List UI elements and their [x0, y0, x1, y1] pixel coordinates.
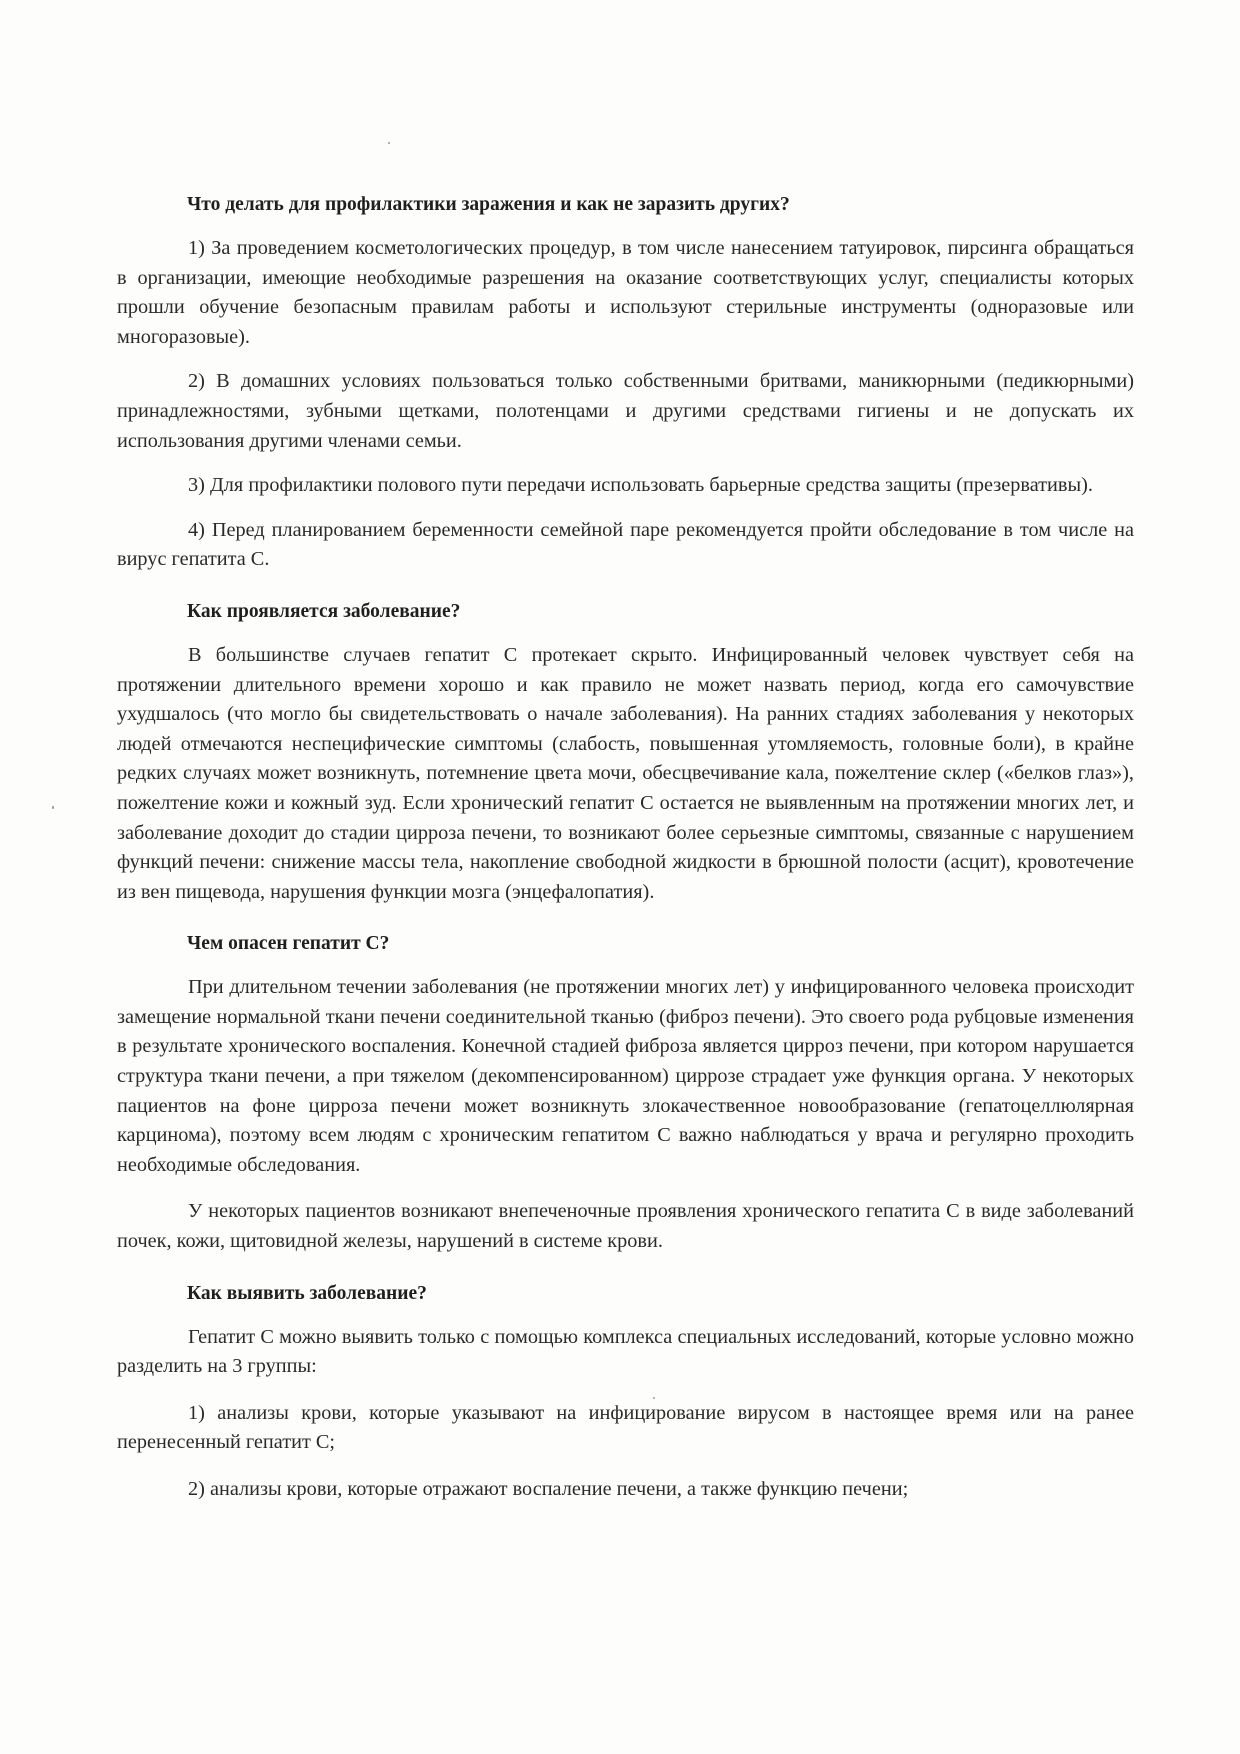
section-heading-diagnosis: Как выявить заболевание?: [187, 1282, 427, 1304]
scan-speck: [388, 142, 390, 144]
paragraph: 2) анализы крови, которые отражают воспаление печени, а также функцию печени;: [188, 1478, 909, 1500]
section-heading-prevention: Что делать для профилактики заражения и как не заразить других?: [187, 194, 790, 215]
paragraph: 1) анализы крови, которые указывают на инфицирование вирусом в настоящее время или на ранее перенесенный гепатит С;: [117, 1401, 1134, 1454]
paragraph: Гепатит С можно выявить только с помощью комплекса специальных исследований, которые условно можно разделить на 3 группы:: [117, 1325, 1134, 1378]
section-heading-danger: Чем опасен гепатит С?: [187, 933, 390, 955]
paragraph: При длительном течении заболевания (не протяжении многих лет) у инфицированного человека происходит замещение нормальной ткани печени соединительной тканью (фиброз печени). Это своего рода рубцовые изменения в результате хронического воспаления. Конечной стадией фиброза является цирроз печени, при котором нарушается структура ткани печени, а при тяжелом (декомпенсированном) циррозе страдает уже функция органа. У некоторых пациентов на фоне цирроза печени может возникнуть злокачественное новообразование (гепатоцеллюлярная карцинома), поэтому всем людям с хроническим гепатитом С важно наблюдаться у врача и регулярно проходить необходимые обследования.: [117, 976, 1134, 1176]
scan-speck: [52, 806, 54, 809]
section-heading-symptoms: Как проявляется заболевание?: [187, 600, 461, 622]
document-body: [117, 190, 1134, 1522]
paragraph: 3) Для профилактики полового пути передачи использовать барьерные средства защиты (презервативы).: [188, 474, 1093, 497]
paragraph: В большинстве случаев гепатит С протекает скрыто. Инфицированный человек чувствует себя на протяжении длительного времени хорошо и как правило не может назвать период, когда его самочувствие ухудшалось (что могло бы свидетельствовать о начале заболевания). На ранних стадиях заболевания у некоторых людей отмечаются неспецифические симптомы (слабость, повышенная утомляемость, головные боли), в крайне редких случаях может возникнуть, потемнение цвета мочи, обесцвечивание кала, пожелтение склер («белков глаз»), пожелтение кожи и кожный зуд. Если хронический гепатит С остается не выявленным на протяжении многих лет, и заболевание доходит до стадии цирроза печени, то возникают более серьезные симптомы, связанные с нарушением функций печени: снижение массы тела, накопление свободной жидкости в брюшной полости (асцит), кровотечение из вен пищевода, нарушения функции мозга (энцефалопатия).: [117, 643, 1134, 903]
paragraph: 2) В домашних условиях пользоваться только собственными бритвами, маникюрными (педикюрными) принадлежностями, зубными щетками, полотенцами и другими средствами гигиены и не допускать их использования другими членами семьи.: [117, 370, 1134, 452]
paragraph: 1) За проведением косметологических процедур, в том числе нанесением татуировок, пирсинга обращаться в организации, имеющие необходимые разрешения на оказание соответствующих услуг, специалисты которых прошли обучение безопасным правилам работы и используют стерильные инструменты (одноразовые или многоразовые).: [117, 237, 1134, 348]
paragraph: 4) Перед планированием беременности семейной паре рекомендуется пройти обследование в том числе на вирус гепатита С.: [117, 518, 1134, 571]
paragraph: У некоторых пациентов возникают внепеченочные проявления хронического гепатита С в виде заболеваний почек, кожи, щитовидной железы, нарушений в системе крови.: [117, 1200, 1134, 1253]
